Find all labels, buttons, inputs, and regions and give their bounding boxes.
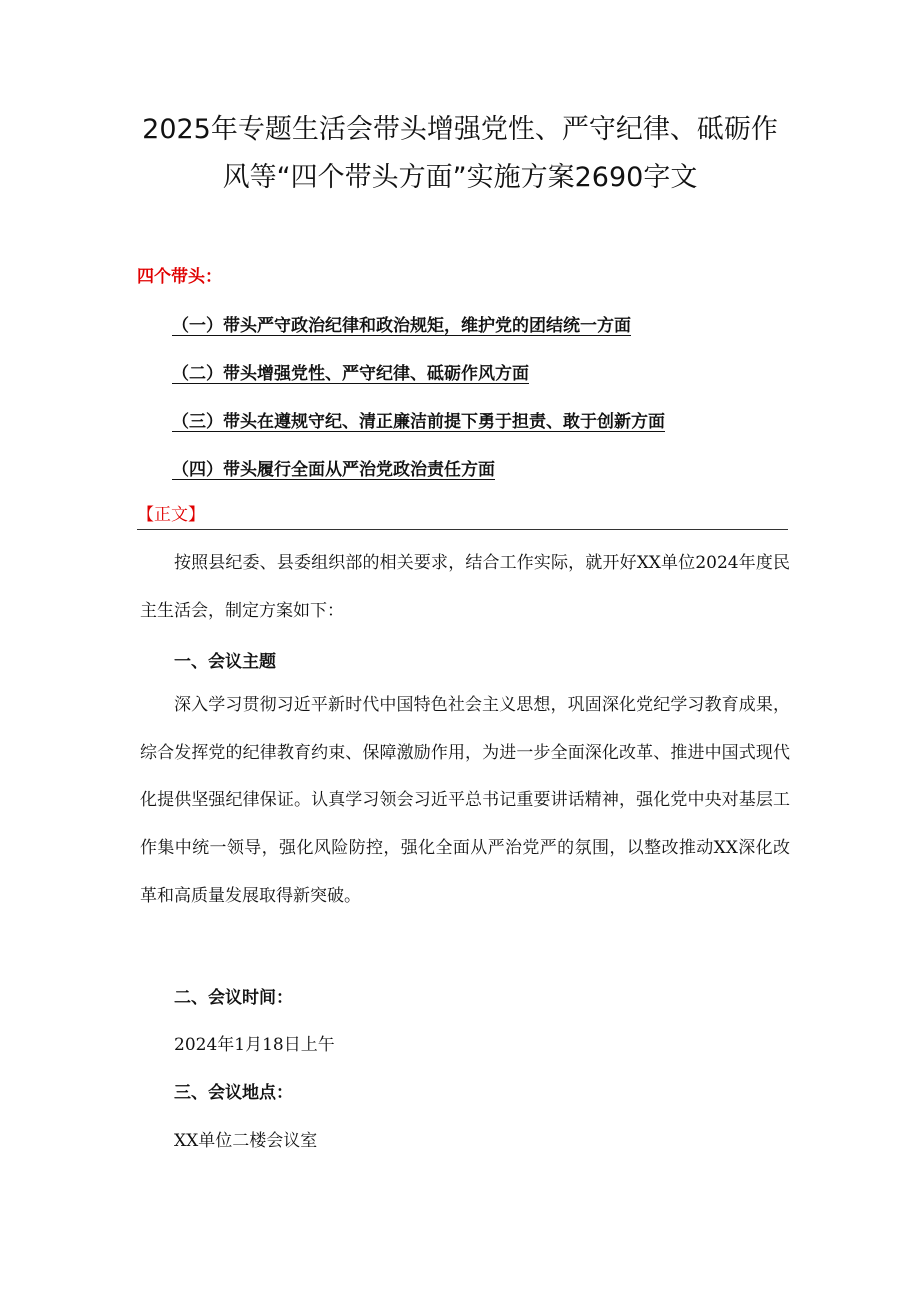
- section-heading-place: 三、会议地点：: [174, 1083, 293, 1103]
- section-heading-theme: 一、会议主题: [174, 652, 276, 672]
- toc-link-3[interactable]: （三）带头在遵规守纪、清正廉洁前提下勇于担责、敢于创新方面: [172, 412, 665, 432]
- four-leads-heading: 四个带头：: [137, 267, 222, 287]
- section-heading-time: 二、会议时间：: [174, 988, 293, 1008]
- theme-paragraph: 深入学习贯彻习近平新时代中国特色社会主义思想，巩固深化党纪学习教育成果，综合发挥党的纪律教育约束、保障激励作用，为进一步全面深化改革、推进中国式现代化提供坚强纪律保证。认真学习领会习近平总书记重要讲话精神，强化党中央对基层工作集中统一领导，强化风险防控，强化全面从严治党严的氛围，以整改推动XX深化改革和高质量发展取得新突破。: [140, 695, 790, 906]
- meeting-time: 2024年1月18日上午: [174, 1035, 335, 1055]
- toc-link-1[interactable]: （一）带头严守政治纪律和政治规矩，维护党的团结统一方面: [172, 316, 631, 336]
- title-line-1: 2025年专题生活会带头增强党性、严守纪律、砥砺作: [142, 114, 778, 145]
- divider: [137, 529, 788, 530]
- toc-link-2[interactable]: （二）带头增强党性、严守纪律、砥砺作风方面: [172, 364, 529, 384]
- intro-paragraph: 按照县纪委、县委组织部的相关要求，结合工作实际，就开好XX单位2024年度民主生活会，制定方案如下：: [140, 553, 790, 621]
- meeting-place: XX单位二楼会议室: [174, 1131, 318, 1151]
- toc-link-4[interactable]: （四）带头履行全面从严治党政治责任方面: [172, 460, 495, 480]
- document-title: [110, 106, 810, 202]
- body-label: 【正文】: [137, 505, 205, 525]
- title-line-2: 风等“四个带头方面”实施方案2690字文: [222, 162, 698, 193]
